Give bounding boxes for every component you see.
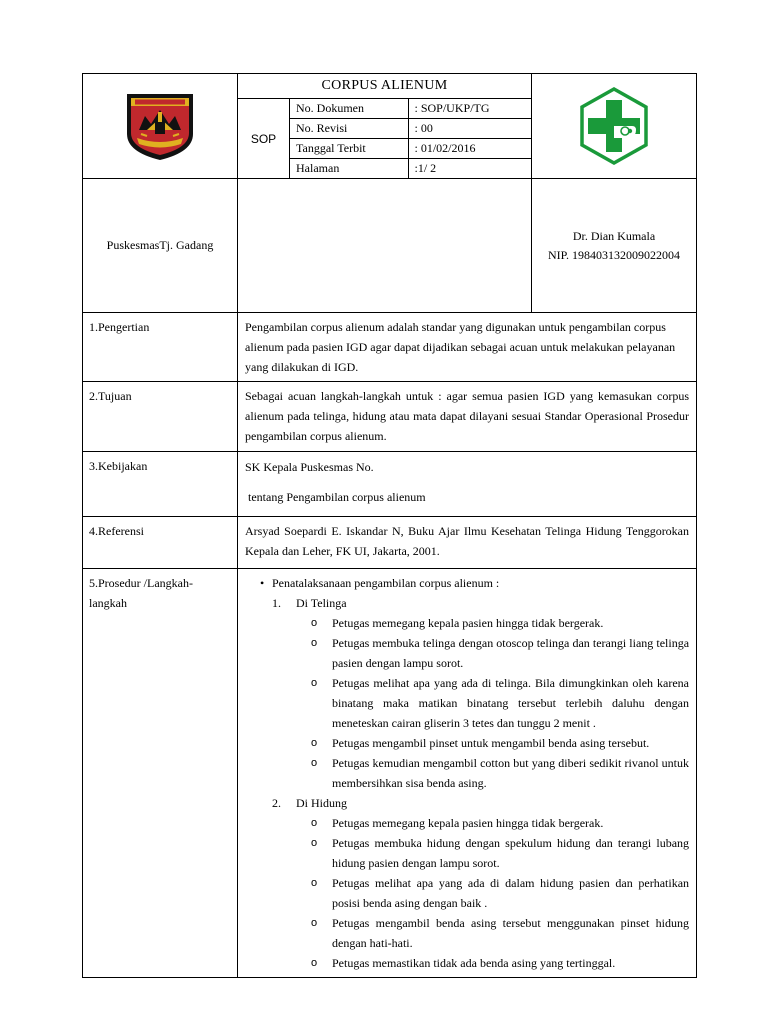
meta-value: : SOP/UKP/TG — [408, 99, 532, 119]
step-group — [272, 793, 690, 973]
meta-row — [290, 119, 532, 139]
prosedur-intro-item — [272, 573, 689, 973]
section-content-prosedur — [238, 569, 697, 978]
meta-label: Halaman — [290, 159, 408, 179]
step-number: 2. — [272, 796, 281, 810]
step-title: Di Telinga — [296, 596, 347, 610]
list-item: o Petugas kemudian mengambil cotton but yang diberi sedikit rivanol untuk membersihkan sisa benda asing. — [332, 753, 689, 793]
meta-row — [290, 139, 532, 159]
list-item: o Petugas memastikan tidak ada benda asing yang tertinggal. — [332, 953, 689, 973]
puskesmas-cross-icon — [574, 86, 654, 166]
section-content-kebijakan — [238, 452, 697, 517]
section-label-tujuan: 2.Tujuan — [83, 382, 238, 452]
meta-value: : 01/02/2016 — [408, 139, 532, 159]
meta-label: No. Dokumen — [290, 99, 408, 119]
section-label-pengertian: 1.Pengertian — [83, 313, 238, 382]
step-items — [296, 613, 689, 793]
sop-label: SOP — [238, 99, 290, 179]
list-item: o Petugas membuka hidung dengan spekulum hidung dan terangi lubang hidung pasien dengan lampu sorot. — [332, 833, 689, 873]
step-group — [272, 593, 690, 793]
puskesmas-logo-cell — [532, 74, 697, 179]
section-label-kebijakan: 3.Kebijakan — [83, 452, 238, 517]
kebijakan-line-2: tentang Pengambilan corpus alienum — [245, 490, 426, 504]
prosedur-intro: Penatalaksanaan pengambilan corpus alienum : — [272, 576, 500, 590]
section-content-pengertian — [238, 313, 697, 382]
meta-row — [290, 99, 532, 119]
section-content-referensi — [238, 517, 697, 569]
list-item: o Petugas melihat apa yang ada di telinga. Bila dimungkinkan oleh karena binatang maka matikan binatang tersebut terlebih daluhu dengan meneteskan cairan gliserin 3 tetes dan tunggu 2 menit . — [332, 673, 689, 733]
kebijakan-line-1: SK Kepala Puskesmas No. — [245, 460, 374, 474]
prosedur-list — [256, 573, 689, 973]
prosedur-label: 5.Prosedur /Langkah-langkah — [89, 576, 193, 610]
tujuan-text: Sebagai acuan langkah-langkah untuk : agar semua pasien IGD yang kemasukan corpus alienum pada telinga, hidung atau mata dapat dilayani sesuai Standar Operasional Prosedur pengambilan corpus alienum. — [245, 389, 690, 443]
sop-table — [82, 73, 697, 978]
list-item: o Petugas membuka telinga dengan otoscop telinga dan terangi liang telinga pasien dengan lampu sorot. — [332, 633, 689, 673]
referensi-text: Arsyad Soepardi E. Iskandar N, Buku Ajar Ilmu Kesehatan Telinga Hidung Tenggorokan Kepala dan Leher, FK UI, Jakarta, 2001. — [245, 524, 690, 558]
section-content-tujuan — [238, 382, 697, 452]
regional-logo-cell — [83, 74, 238, 179]
document-meta — [290, 99, 532, 179]
section-label-referensi: 4.Referensi — [83, 517, 238, 569]
meta-value: :1/ 2 — [408, 159, 532, 179]
step-items — [296, 813, 689, 973]
meta-row — [290, 159, 532, 179]
signer-nip: NIP. 198403132009022004 — [548, 247, 681, 262]
prosedur-steps — [272, 593, 689, 973]
meta-table — [290, 99, 532, 178]
list-item: o Petugas memegang kepala pasien hingga tidak bergerak. — [332, 613, 689, 633]
blank-cell — [238, 179, 532, 313]
list-item: o Petugas mengambil pinset untuk mengambil benda asing tersebut. — [332, 733, 689, 753]
meta-label: Tanggal Terbit — [290, 139, 408, 159]
document-title: CORPUS ALIENUM — [238, 74, 532, 99]
signature-block — [532, 179, 697, 313]
meta-value: : 00 — [408, 119, 532, 139]
pengertian-text: Pengambilan corpus alienum adalah standar yang digunakan untuk pengambilan corpus alienum pada pasien IGD agar dapat dijadikan sebagai acuan untuk melakukan pelayanan yang dilakukan di IGD. — [245, 320, 676, 374]
regional-crest-icon — [121, 90, 199, 162]
signer-name: Dr. Dian Kumala — [572, 228, 656, 243]
list-item: o Petugas melihat apa yang ada di dalam hidung pasien dan perhatikan posisi benda asing dengan baik . — [332, 873, 689, 913]
step-number: 1. — [272, 596, 281, 610]
puskesmas-name: PuskesmasTj. Gadang — [83, 179, 238, 313]
list-item: o Petugas mengambil benda asing tersebut menggunakan pinset hidung dengan hati-hati. — [332, 913, 689, 953]
step-title: Di Hidung — [296, 796, 347, 810]
meta-label: No. Revisi — [290, 119, 408, 139]
list-item: o Petugas memegang kepala pasien hingga tidak bergerak. — [332, 813, 689, 833]
section-label-prosedur — [83, 569, 238, 978]
